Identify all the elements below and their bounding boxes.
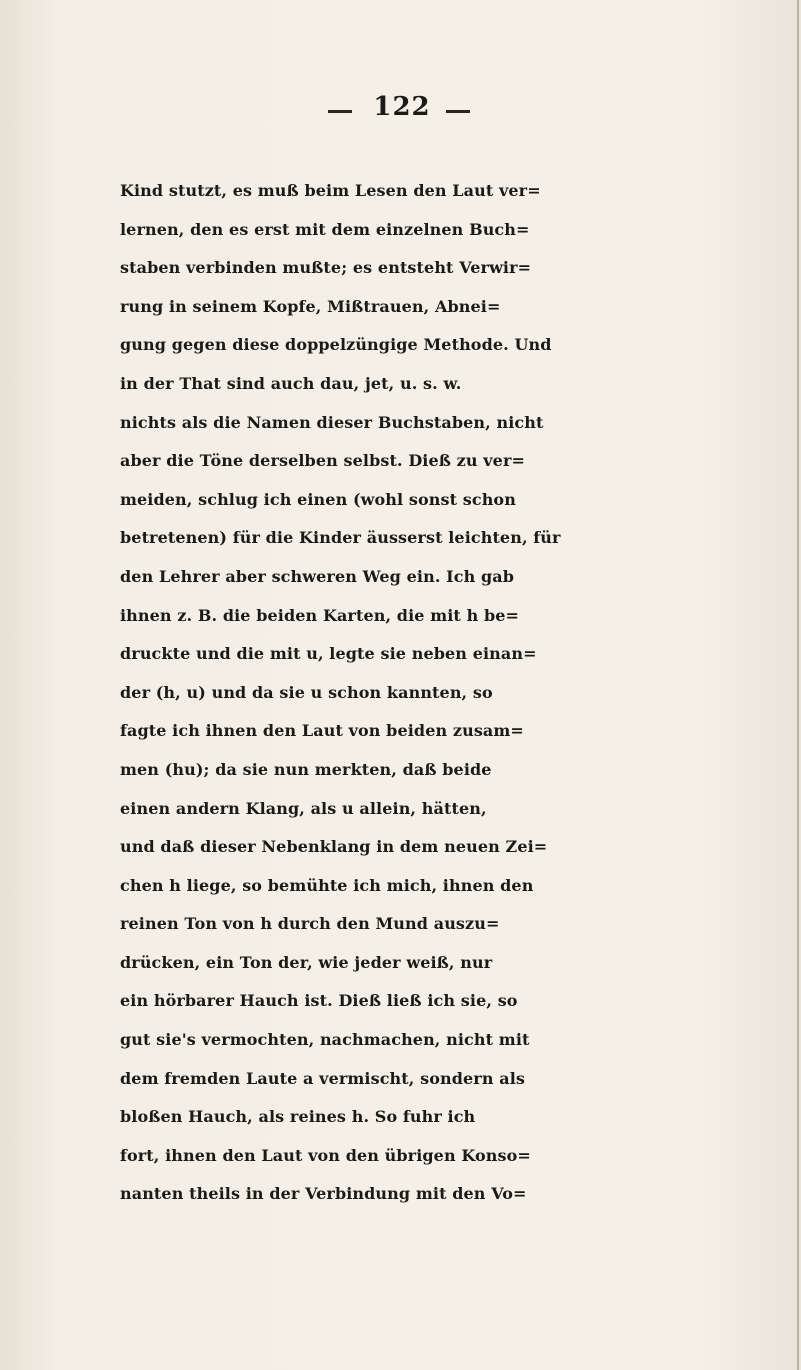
text-line: drücken, ein Ton der, wie jeder weiß, nur bbox=[120, 952, 493, 972]
text-line: und daß dieser Nebenklang in dem neuen Zei= bbox=[120, 837, 548, 857]
text-line: staben verbinden mußte; es entsteht Verwir= bbox=[120, 258, 532, 278]
text-line: den Lehrer aber schweren Weg ein. Ich gab bbox=[120, 566, 515, 586]
text-line: lernen, den es erst mit dem einzelnen Buch= bbox=[120, 219, 530, 239]
page-edge-right bbox=[797, 0, 799, 1370]
body-text bbox=[120, 172, 792, 1214]
text-line: dem fremden Laute a vermischt, sondern als bbox=[120, 1068, 525, 1088]
header-dash-left bbox=[328, 110, 352, 113]
page-number: 122 bbox=[373, 92, 431, 122]
text-line: fort, ihnen den Laut von den übrigen Konso= bbox=[120, 1145, 531, 1165]
text-line: chen h liege, so bemühte ich mich, ihnen den bbox=[120, 875, 534, 895]
text-line: druckte und die mit u, legte sie neben einan= bbox=[120, 644, 537, 664]
text-line: reinen Ton von h durch den Mund auszu= bbox=[120, 914, 500, 934]
text-line: gut sie's vermochten, nachmachen, nicht mit bbox=[120, 1030, 530, 1050]
text-line: men (hu); da sie nun merkten, daß beide bbox=[120, 759, 492, 779]
header-dash-right bbox=[446, 110, 470, 113]
text-line: ihnen z. B. die beiden Karten, die mit h be= bbox=[120, 605, 520, 625]
text-line: meiden, schlug ich einen (wohl sonst schon bbox=[120, 489, 516, 509]
text-line: einen andern Klang, als u allein, hätten, bbox=[120, 798, 487, 818]
text-line: in der That sind auch dau, jet, u. s. w. bbox=[120, 373, 462, 393]
text-line: nichts als die Namen dieser Buchstaben, nicht bbox=[120, 412, 544, 432]
text-line: fagte ich ihnen den Laut von beiden zusam= bbox=[120, 721, 524, 741]
text-line: ein hörbarer Hauch ist. Dieß ließ ich sie, so bbox=[120, 991, 518, 1011]
text-line: nanten theils in der Verbindung mit den Vo= bbox=[120, 1184, 527, 1204]
text-line: aber die Töne derselben selbst. Dieß zu ver= bbox=[120, 451, 525, 471]
text-line: bloßen Hauch, als reines h. So fuhr ich bbox=[120, 1107, 476, 1127]
text-line: Kind stutzt, es muß beim Lesen den Laut ver= bbox=[120, 181, 541, 200]
text-line: rung in seinem Kopfe, Mißtrauen, Abnei= bbox=[120, 296, 501, 316]
page-header bbox=[0, 92, 801, 132]
text-line: gung gegen diese doppelzüngige Methode. Und bbox=[120, 335, 552, 355]
text-line: betretenen) für die Kinder äusserst leichten, für bbox=[120, 528, 561, 548]
text-line: der (h, u) und da sie u schon kannten, so bbox=[120, 682, 493, 702]
